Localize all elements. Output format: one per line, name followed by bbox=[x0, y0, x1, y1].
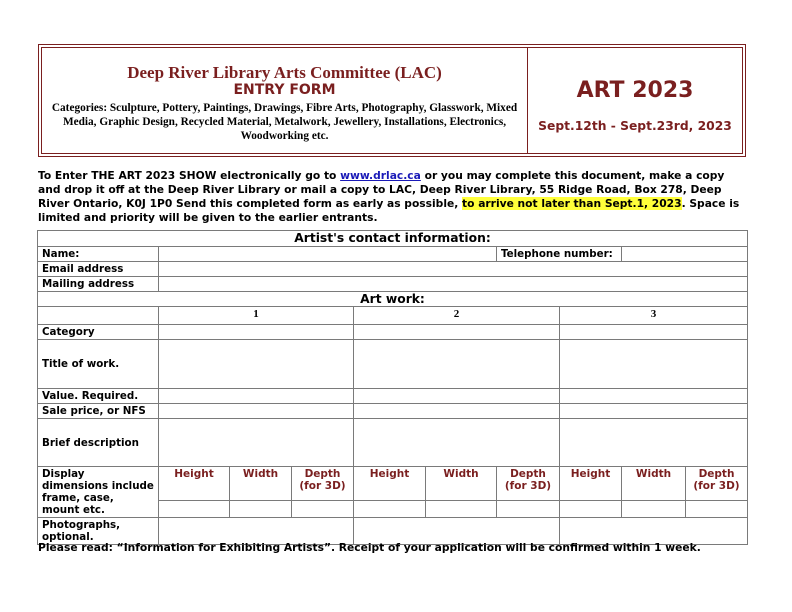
width-field-1[interactable] bbox=[230, 500, 292, 517]
width-header-1: Width bbox=[230, 467, 292, 501]
depth-note-1: (for 3D) bbox=[299, 480, 346, 492]
category-field-3[interactable] bbox=[560, 325, 748, 340]
sale-price-field-1[interactable] bbox=[159, 404, 354, 419]
width-header-2: Width bbox=[426, 467, 497, 501]
intro-text-1: To Enter THE ART 2023 SHOW electronically go to bbox=[38, 169, 341, 182]
height-header-1: Height bbox=[159, 467, 230, 501]
deadline-highlight: to arrive not later than Sept.1, 2023 bbox=[462, 197, 682, 210]
telephone-field[interactable] bbox=[622, 247, 748, 262]
artwork-column-2: 2 bbox=[354, 307, 560, 325]
height-header-3: Height bbox=[560, 467, 622, 501]
form-title: ENTRY FORM bbox=[233, 82, 336, 98]
height-field-2[interactable] bbox=[354, 500, 426, 517]
photographs-label: Photographs, optional. bbox=[38, 518, 159, 545]
depth-header-2 bbox=[497, 467, 560, 501]
email-field[interactable] bbox=[159, 262, 748, 277]
name-label: Name: bbox=[38, 247, 159, 262]
height-field-3[interactable] bbox=[560, 500, 622, 517]
category-field-2[interactable] bbox=[354, 325, 560, 340]
title-field-3[interactable] bbox=[560, 340, 748, 389]
sale-price-field-2[interactable] bbox=[354, 404, 560, 419]
depth-field-2[interactable] bbox=[497, 500, 560, 517]
intro-text-3: . Space is limited and priority will be given to the earlier entrants. bbox=[38, 197, 740, 224]
column-header-blank bbox=[38, 307, 159, 325]
title-field-2[interactable] bbox=[354, 340, 560, 389]
categories-text: Categories: Sculpture, Pottery, Paintings, Drawings, Fibre Arts, Photography, Glasswork, Mixed Media, Graphic Design, Recycled Material, Metalwork, Jewellery, Installations, Electronics, Woodworking etc. bbox=[51, 102, 518, 142]
artwork-column-1: 1 bbox=[159, 307, 354, 325]
description-field-2[interactable] bbox=[354, 419, 560, 467]
depth-field-3[interactable] bbox=[686, 500, 748, 517]
show-dates: Sept.12th - Sept.23rd, 2023 bbox=[538, 119, 732, 133]
intro-paragraph bbox=[38, 169, 750, 225]
telephone-label: Telephone number: bbox=[497, 247, 622, 262]
org-title: Deep River Library Arts Committee (LAC) bbox=[127, 63, 442, 82]
value-label: Value. Required. bbox=[38, 389, 159, 404]
title-label: Title of work. bbox=[38, 340, 159, 389]
email-label: Email address bbox=[38, 262, 159, 277]
width-field-2[interactable] bbox=[426, 500, 497, 517]
depth-field-1[interactable] bbox=[292, 500, 354, 517]
intro-text-2: or you may complete this document, make a copy and drop it off at the Deep River Library or mail a copy to LAC, Deep River Library, 55 Ridge Road, Box 278, Deep River Ontario, K0J 1P0 Send this completed form as early as possible, bbox=[38, 169, 725, 210]
depth-note-2: (for 3D) bbox=[504, 480, 552, 492]
mailing-label: Mailing address bbox=[38, 277, 159, 292]
depth-label-3: Depth bbox=[698, 468, 735, 480]
artwork-section-title: Art work: bbox=[38, 292, 748, 307]
mailing-address-field[interactable] bbox=[159, 277, 748, 292]
depth-header-3 bbox=[686, 467, 748, 501]
height-header-2: Height bbox=[354, 467, 426, 501]
width-header-3: Width bbox=[622, 467, 686, 501]
height-field-1[interactable] bbox=[159, 500, 230, 517]
category-field-1[interactable] bbox=[159, 325, 354, 340]
category-label: Category bbox=[38, 325, 159, 340]
value-field-2[interactable] bbox=[354, 389, 560, 404]
header-left-panel bbox=[42, 48, 528, 153]
value-field-3[interactable] bbox=[560, 389, 748, 404]
depth-header-1 bbox=[292, 467, 354, 501]
sale-price-label: Sale price, or NFS bbox=[38, 404, 159, 419]
depth-label-2: Depth bbox=[510, 468, 546, 480]
description-field-1[interactable] bbox=[159, 419, 354, 467]
sale-price-field-3[interactable] bbox=[560, 404, 748, 419]
form-header bbox=[38, 44, 746, 157]
description-label: Brief description bbox=[38, 419, 159, 467]
dimensions-label: Display dimensions include frame, case, mount etc. bbox=[38, 467, 159, 518]
name-field[interactable] bbox=[159, 247, 497, 262]
artwork-column-3: 3 bbox=[560, 307, 748, 325]
width-field-3[interactable] bbox=[622, 500, 686, 517]
show-title: ART 2023 bbox=[576, 78, 694, 103]
value-field-1[interactable] bbox=[159, 389, 354, 404]
website-link[interactable]: www.drlac.ca bbox=[340, 169, 421, 182]
depth-label-1: Depth bbox=[304, 468, 341, 480]
entry-form-table bbox=[37, 230, 748, 545]
depth-note-3: (for 3D) bbox=[693, 480, 740, 492]
description-field-3[interactable] bbox=[560, 419, 748, 467]
footer-note: Please read: “Information for Exhibiting Artists”. Receipt of your application will be confirmed within 1 week. bbox=[38, 541, 701, 554]
contact-section-title: Artist's contact information: bbox=[38, 231, 748, 247]
header-inner bbox=[41, 47, 743, 154]
title-field-1[interactable] bbox=[159, 340, 354, 389]
header-right-panel bbox=[528, 48, 742, 153]
